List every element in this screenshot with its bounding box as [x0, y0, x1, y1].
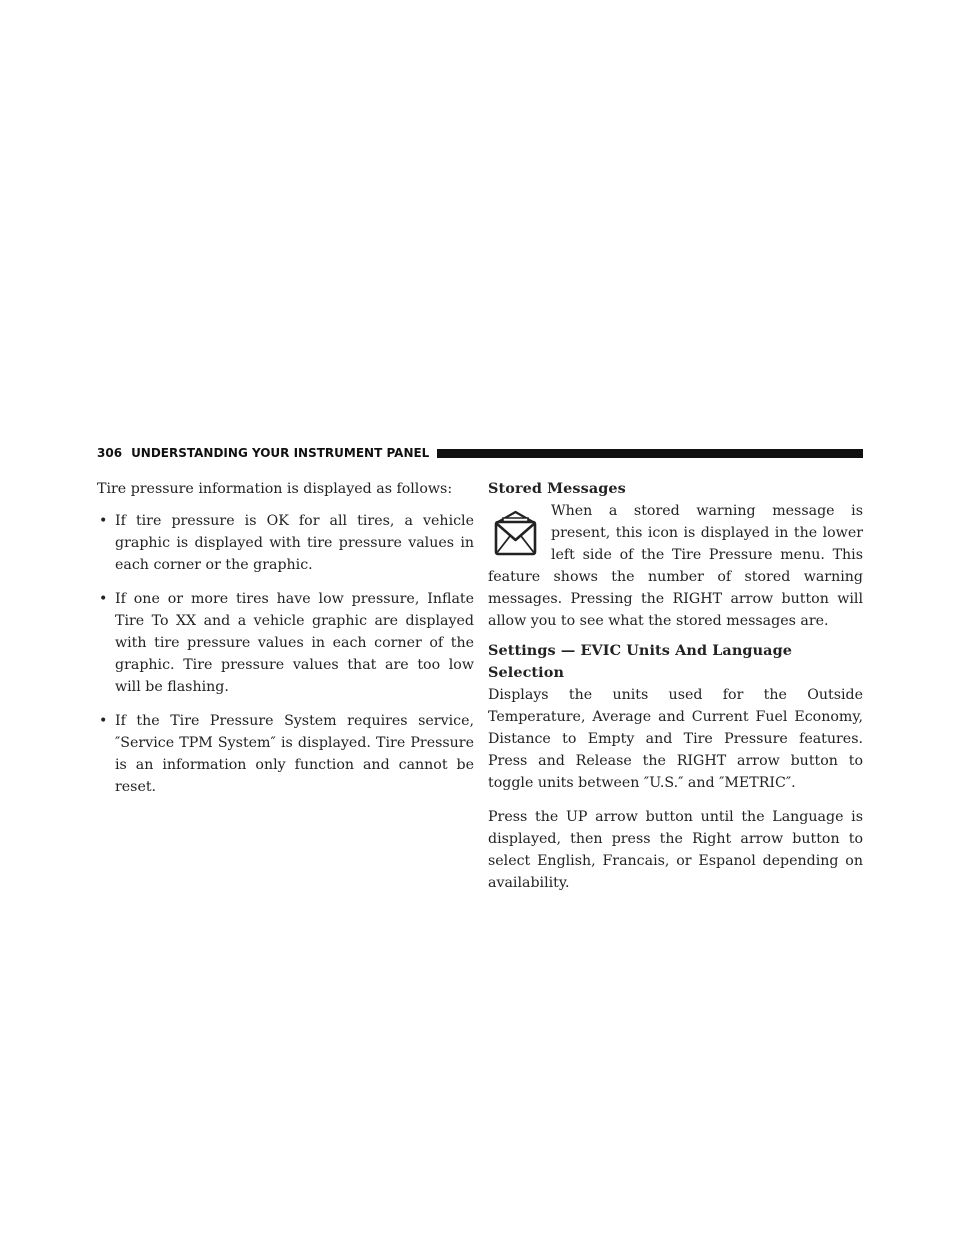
stored-messages-block: [488, 500, 863, 632]
tire-pressure-list: [97, 510, 474, 798]
left-column: [97, 478, 474, 810]
stored-messages-heading: Stored Messages: [488, 480, 626, 497]
page-header: [97, 444, 863, 462]
tire-pressure-intro: Tire pressure information is displayed as follows:: [97, 481, 453, 497]
list-item: • If the Tire Pressure System requires service, ″Service TPM System″ is displayed. Tire Pressure is an information only function and cannot be reset.: [97, 710, 474, 798]
right-column: [488, 478, 863, 894]
envelope-icon: [488, 508, 543, 564]
settings-heading: Settings — EVIC Units And Language Selection: [488, 642, 792, 681]
stored-messages-text: When a stored warning message is present, this icon is displayed in the lower left side of the Tire Pressure menu. This feature shows the number of stored warning messages. Pressing the RIGHT arrow button will allow you to see what the stored messages are.: [488, 503, 863, 629]
settings-text: Displays the units used for the Outside Temperature, Average and Current Fuel Economy, Distance to Empty and Tire Pressure features. Press and Release the RIGHT arrow button to toggle units between ″U.S.″ and ″METRIC″.: [488, 687, 863, 791]
list-item: • If one or more tires have low pressure, Inflate Tire To XX and a vehicle graphic are displayed with tire pressure values in each corner of the graphic. Tire pressure values that are too low will be flashing.: [97, 588, 474, 698]
language-text: Press the UP arrow button until the Language is displayed, then press the Right arrow button to select English, Francais, or Espanol depending on availability.: [488, 809, 863, 891]
section-title: UNDERSTANDING YOUR INSTRUMENT PANEL: [131, 446, 430, 460]
header-rule: [437, 449, 863, 458]
list-item: • If tire pressure is OK for all tires, a vehicle graphic is displayed with tire pressure values in each corner or the graphic.: [97, 510, 474, 576]
page-number: 306: [97, 446, 123, 460]
